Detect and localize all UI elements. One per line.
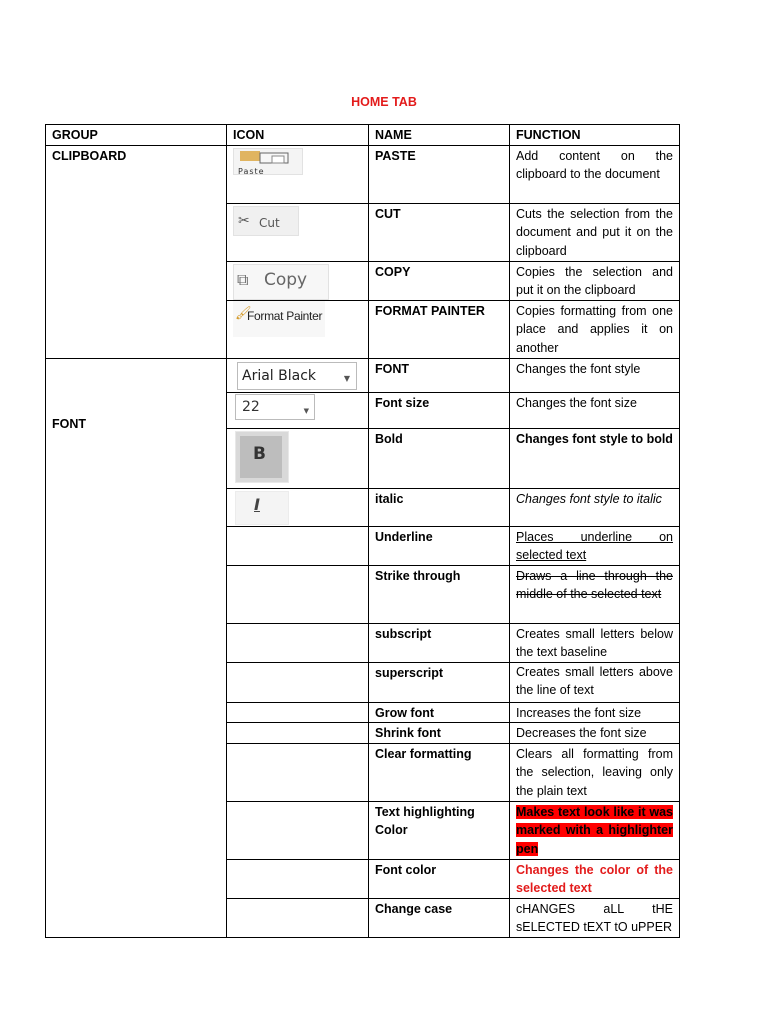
row-function: Changes the font size [510,392,680,428]
row-function: Changes font style to italic [510,488,680,526]
row-function: Changes the color of the selected text [510,859,680,898]
row-name: Clear formatting [369,743,510,801]
bold-icon [235,431,289,483]
page-title: HOME TAB [351,95,417,109]
group-clipboard: CLIPBOARD [46,145,227,358]
dropdown-arrow-icon: ▼ [303,406,309,415]
group-font: FONT [46,358,227,937]
font-name-dropdown [237,362,357,390]
row-name: Font size [369,392,510,428]
row-name: CUT [369,203,510,261]
row-function: Draws a line through the middle of the selected text [510,565,680,623]
row-name: Bold [369,428,510,488]
row-function: Creates small letters above the line of text [510,662,680,702]
table-row [46,145,680,203]
cut-icon-label: Cut [259,215,280,230]
table-row [46,358,680,392]
row-name: superscript [369,662,510,702]
row-function: Copies the selection and put it on the clipboard [510,261,680,300]
copy-icon [233,264,329,300]
row-name: Strike through [369,565,510,623]
italic-icon [235,491,289,525]
home-tab-table [45,124,680,938]
paste-icon [233,148,303,175]
row-function: cHANGES aLL tHE sELECTED tEXT tO uPPER [510,898,680,937]
row-function: Cuts the selection from the document and put it on the clipboard [510,203,680,261]
row-function: Decreases the font size [510,723,680,744]
row-name: FONT [369,358,510,392]
row-name: italic [369,488,510,526]
row-name: Font color [369,859,510,898]
cut-icon [233,206,299,236]
row-function: Changes the font style [510,358,680,392]
icon-cell-empty [227,526,369,565]
dropdown-arrow-icon: ▼ [343,373,350,383]
copy-icon-label: Copy [264,269,308,290]
bold-icon-label: B [253,443,266,464]
italic-icon-label: I [254,494,260,514]
header-function: FUNCTION [510,125,680,146]
icon-cell-empty [227,723,369,744]
icon-cell-empty [227,623,369,662]
scissors-icon: ✂ [238,212,250,229]
copy-pages-icon: ⧉ [237,269,249,289]
header-icon: ICON [227,125,369,146]
icon-cell-empty [227,662,369,702]
font-size-value: 22 [242,398,260,415]
row-name: FORMAT PAINTER [369,300,510,358]
header-name: NAME [369,125,510,146]
row-function: Add content on the clipboard to the document [510,145,680,203]
row-name: PASTE [369,145,510,203]
header-group: GROUP [46,125,227,146]
row-function: Changes font style to bold [510,428,680,488]
highlighted-text: Makes text look like it was marked with a highlighter pen [516,804,673,856]
row-name: Text highlighting Color [369,801,510,859]
row-name: Shrink font [369,723,510,744]
icon-cell-empty [227,702,369,723]
paintbrush-icon: 🖌 [235,305,252,321]
row-name: subscript [369,623,510,662]
row-function: Creates small letters below the text baseline [510,623,680,662]
font-name-value: Arial Black [242,367,317,384]
font-size-dropdown [235,394,315,420]
row-name: Underline [369,526,510,565]
icon-cell-empty [227,743,369,801]
row-name: COPY [369,261,510,300]
row-function: Increases the font size [510,702,680,723]
row-name: Grow font [369,702,510,723]
format-painter-icon-label: Format Painter [247,308,323,323]
row-name: Change case [369,898,510,937]
row-function: Clears all formatting from the selection, leaving only the plain text [510,743,680,801]
table-header-row [46,125,680,146]
icon-cell-empty [227,898,369,937]
paste-icon-label: Paste [238,166,265,175]
icon-cell-empty [227,801,369,859]
format-painter-icon [233,301,325,337]
row-function: Places underline on selected text [510,526,680,565]
icon-cell-empty [227,859,369,898]
row-function: Copies formatting from one place and applies it on another [510,300,680,358]
icon-cell-empty [227,565,369,623]
